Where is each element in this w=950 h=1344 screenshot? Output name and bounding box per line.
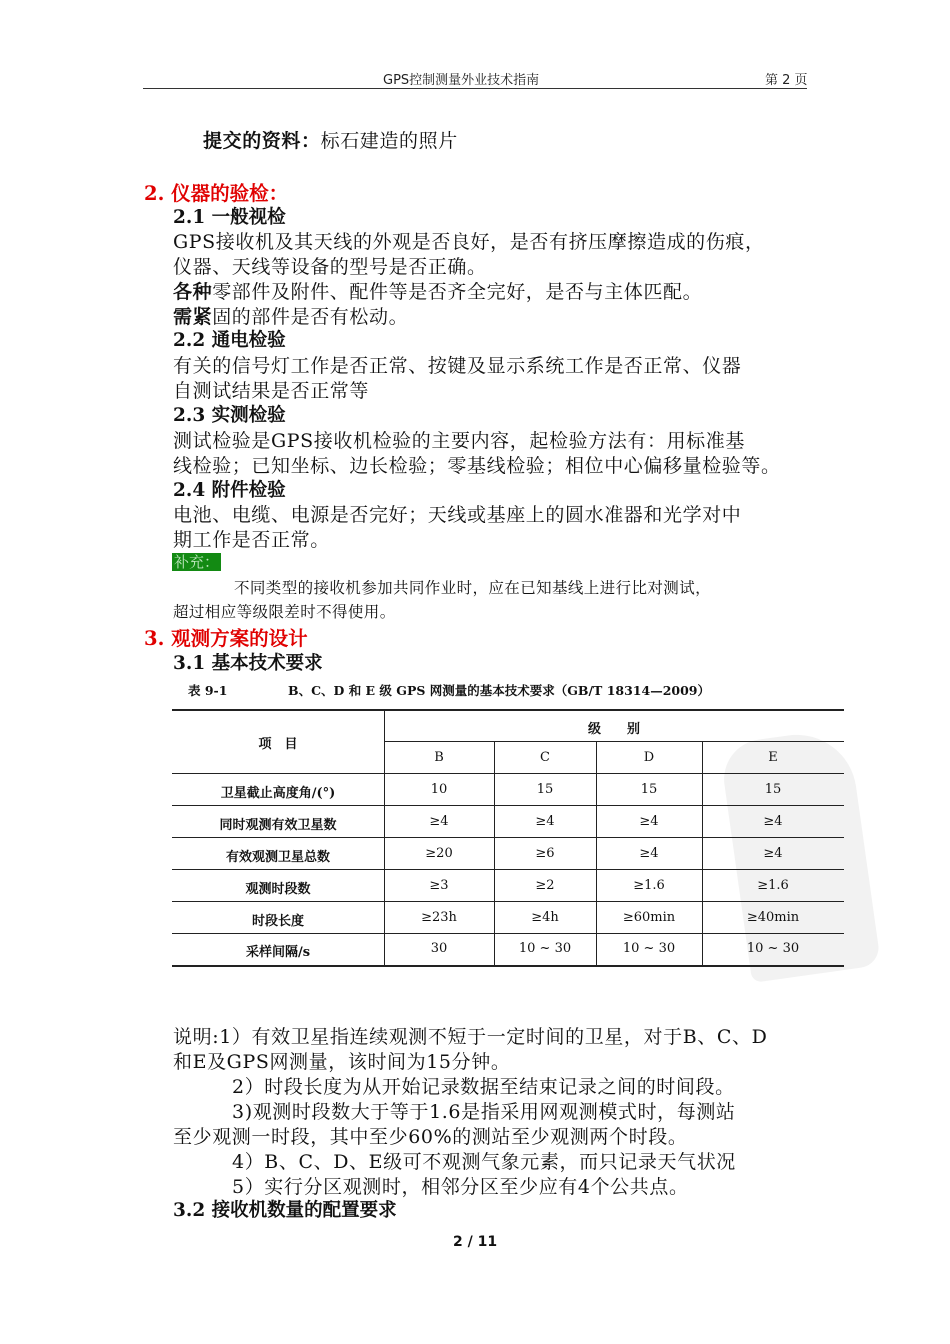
note-3-line-1: 3)观测时段数大于等于1.6是指采用网观测模式时，每测站 (232, 1101, 736, 1123)
table-cell: ≥3 (429, 878, 449, 893)
table-row-label: 同时观测有效卫星数 (219, 818, 337, 833)
table-header-rule (172, 773, 844, 774)
table-row-label: 观测时段数 (245, 882, 311, 897)
table-cell: 10 ~ 30 (622, 941, 676, 956)
table-cell: ≥1.6 (633, 878, 665, 893)
table-caption-number: 表 9-1 (188, 683, 228, 698)
table-row-rule (172, 901, 844, 902)
intro-line (203, 126, 458, 153)
table-cell: 10 (430, 782, 448, 797)
section-2-1-para-3 (173, 277, 702, 304)
table-cell: 15 (764, 782, 782, 797)
table-row-label: 时段长度 (251, 914, 304, 929)
table-cell: 15 (536, 782, 554, 797)
table-item-header: 项 目 (258, 737, 298, 752)
section-2-3-para-2: 线检验；已知坐标、边长检验；零基线检验；相位中心偏移量检验等。 (173, 455, 781, 477)
note-3-line-2: 至少观测一时段，其中至少60%的测站至少观测两个时段。 (173, 1126, 688, 1148)
table-cell: ≥20 (425, 846, 453, 861)
table-col-e: E (768, 750, 778, 765)
table-row-label: 有效观测卫星总数 (225, 850, 330, 865)
table-cell: ≥1.6 (757, 878, 789, 893)
section-3-heading: 3. 观测方案的设计 (144, 627, 308, 650)
section-2-3-para-1: 测试检验是GPS接收机检验的主要内容，起检验方法有：用标准基 (173, 430, 745, 452)
table-row-rule (172, 805, 844, 806)
section-2-3-heading: 2.3 实测检验 (173, 405, 286, 426)
table-cell: ≥4h (531, 910, 559, 925)
table-col-rule (384, 709, 385, 966)
section-2-heading: 2. 仪器的验检： (144, 182, 289, 205)
intro-label: 提交的资料： (203, 130, 321, 152)
section-2-2-para-2: 自测试结果是否正常等 (173, 380, 370, 402)
table-level-header: 级 别 (587, 722, 640, 737)
table-cell: ≥23h (421, 910, 457, 925)
table-cell: ≥4 (639, 814, 659, 829)
table-cell: ≥4 (639, 846, 659, 861)
table-cell: ≥4 (429, 814, 449, 829)
table-cell: ≥4 (763, 846, 783, 861)
table-cell: 15 (640, 782, 658, 797)
section-2-2-para-1: 有关的信号灯工作是否正常、按键及显示系统工作是否正常、仪器 (173, 355, 742, 377)
supplement-label: 补充： (174, 553, 220, 571)
section-2-1-para-4-bold: 需紧 (173, 306, 213, 328)
table-cell: ≥2 (535, 878, 555, 893)
section-2-1-para-2: 仪器、天线等设备的型号是否正确。 (173, 256, 487, 278)
table-col-c: C (540, 750, 550, 765)
table-cell: ≥40min (746, 910, 800, 925)
supplement-para-1: 不同类型的接收机参加共同作业时，应在已知基线上进行比对测试， (234, 579, 712, 597)
note-1-line-2: 和E及GPS网测量，该时间为15分钟。 (173, 1051, 511, 1073)
table-cell: ≥4 (763, 814, 783, 829)
section-2-1-para-3-bold: 各种 (173, 281, 213, 303)
section-2-4-para-2: 期工作是否正常。 (173, 529, 330, 551)
note-4: 4）B、C、D、E级可不观测气象元素，而只记录天气状况 (232, 1151, 736, 1173)
section-2-1-para-1: GPS接收机及其天线的外观是否良好，是否有挤压摩擦造成的伤痕， (173, 231, 765, 253)
table-bottom-rule (172, 965, 844, 967)
section-2-4-heading: 2.4 附件检验 (173, 480, 286, 501)
section-2-1-para-4-rest: 固的部件是否有松动。 (212, 306, 409, 328)
table-caption-title: B、C、D 和 E 级 GPS 网测量的基本技术要求（GB/T 18314—2009） (288, 683, 710, 698)
table-row-rule (172, 933, 844, 934)
table-cell: 10 ~ 30 (746, 941, 800, 956)
section-3-1-heading: 3.1 基本技术要求 (173, 653, 323, 674)
table-row-rule (172, 869, 844, 870)
note-5: 5）实行分区观测时，相邻分区至少应有4个公共点。 (232, 1176, 689, 1198)
table-cell: ≥60min (622, 910, 676, 925)
note-1-line-1: 说明:1）有效卫星指连续观测不短于一定时间的卫星，对于B、C、D (173, 1026, 768, 1048)
table-row-rule (172, 837, 844, 838)
table-col-d: D (643, 750, 655, 765)
table-row-label: 采样间隔/s (245, 945, 311, 960)
supplement-para-2: 超过相应等级限差时不得使用。 (173, 603, 396, 621)
page-indicator: 2 / 11 (453, 1234, 498, 1250)
supplement-label-line (172, 551, 221, 572)
table-cell: 30 (430, 941, 448, 956)
table-level-rule (384, 741, 844, 742)
section-2-2-heading: 2.2 通电检验 (173, 330, 286, 351)
header-page-number: 第 2 页 (765, 73, 808, 88)
intro-text: 标石建造的照片 (320, 130, 458, 152)
header-title: GPS控制测量外业技术指南 (383, 73, 540, 88)
table-cell: 10 ~ 30 (518, 941, 572, 956)
section-2-1-para-3-rest: 零部件及附件、配件等是否齐全完好，是否与主体匹配。 (212, 281, 703, 303)
section-3-2-heading: 3.2 接收机数量的配置要求 (173, 1200, 397, 1221)
table-cell: ≥4 (535, 814, 555, 829)
table-row-label: 卫星截止高度角/(°) (220, 786, 336, 801)
section-2-1-heading: 2.1 一般视检 (173, 207, 286, 228)
note-2: 2）时段长度为从开始记录数据至结束记录之间的时间段。 (232, 1076, 735, 1098)
section-2-1-para-4 (173, 302, 408, 329)
table-col-b: B (434, 750, 444, 765)
section-2-4-para-1: 电池、电缆、电源是否完好；天线或基座上的圆水准器和光学对中 (173, 504, 742, 526)
table-top-rule (172, 709, 844, 711)
header-rule (143, 88, 807, 89)
table-cell: ≥6 (535, 846, 555, 861)
